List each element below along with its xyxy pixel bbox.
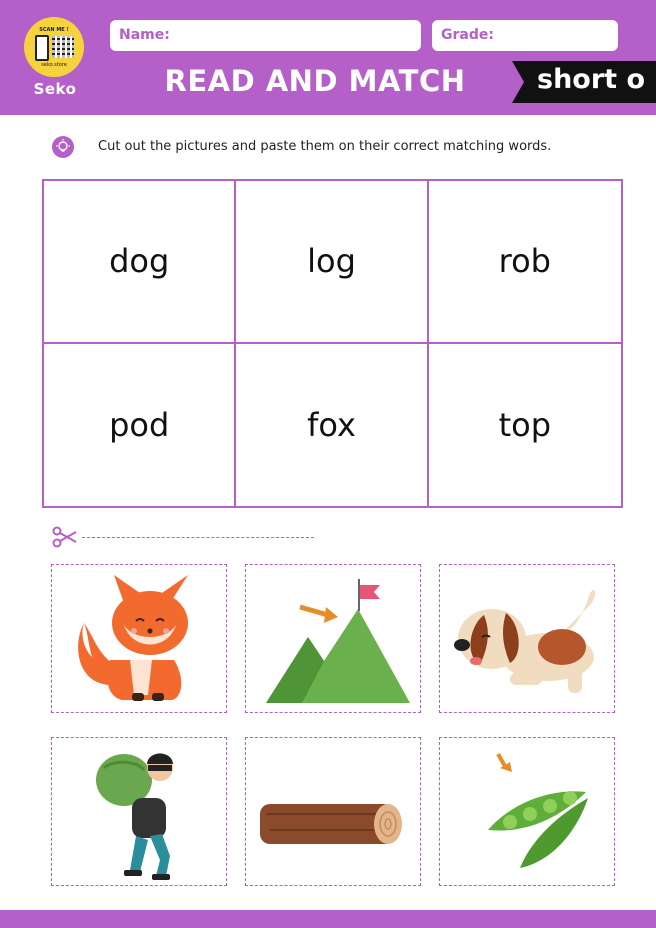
cut-line	[82, 537, 314, 538]
page-title: READ AND MATCH	[164, 64, 466, 98]
word-cell[interactable]: top	[498, 405, 552, 444]
word-grid	[42, 179, 623, 508]
word-cell[interactable]: fox	[236, 344, 428, 507]
picture-card-mountain-top[interactable]	[245, 564, 421, 713]
picture-card-log[interactable]	[245, 737, 421, 886]
robber-illustration	[52, 738, 228, 887]
name-label: Name:	[119, 27, 170, 43]
picture-card-robber[interactable]	[51, 737, 227, 886]
logo-brand-text: Seko	[33, 80, 77, 98]
scissors-icon	[52, 526, 78, 548]
logo-scan-text: SCAN ME !	[39, 27, 69, 33]
word-cell[interactable]: rob	[429, 181, 621, 344]
grade-field[interactable]	[432, 20, 618, 51]
pea-pod-illustration	[440, 738, 616, 887]
logo-site-text: seko.store	[41, 62, 67, 68]
lightbulb-icon	[52, 136, 74, 158]
instruction-text: Cut out the pictures and paste them on their correct matching words.	[98, 139, 552, 154]
picture-card-dog[interactable]	[439, 564, 615, 713]
mountain-illustration	[246, 565, 422, 714]
dog-illustration	[440, 565, 616, 714]
word-cell[interactable]: pod	[44, 344, 236, 507]
grade-label: Grade:	[441, 27, 494, 43]
phone-icon	[35, 35, 49, 61]
qr-code-icon	[52, 36, 74, 58]
word-cell[interactable]: dog	[44, 181, 236, 344]
word-cell[interactable]: log	[236, 181, 428, 344]
picture-card-fox[interactable]	[51, 564, 227, 713]
name-field[interactable]	[110, 20, 421, 51]
short-o-tag-text: short o	[537, 64, 646, 95]
picture-card-pea-pod[interactable]	[439, 737, 615, 886]
footer-bar	[0, 910, 656, 928]
fox-illustration	[52, 565, 228, 714]
log-illustration	[246, 738, 422, 887]
